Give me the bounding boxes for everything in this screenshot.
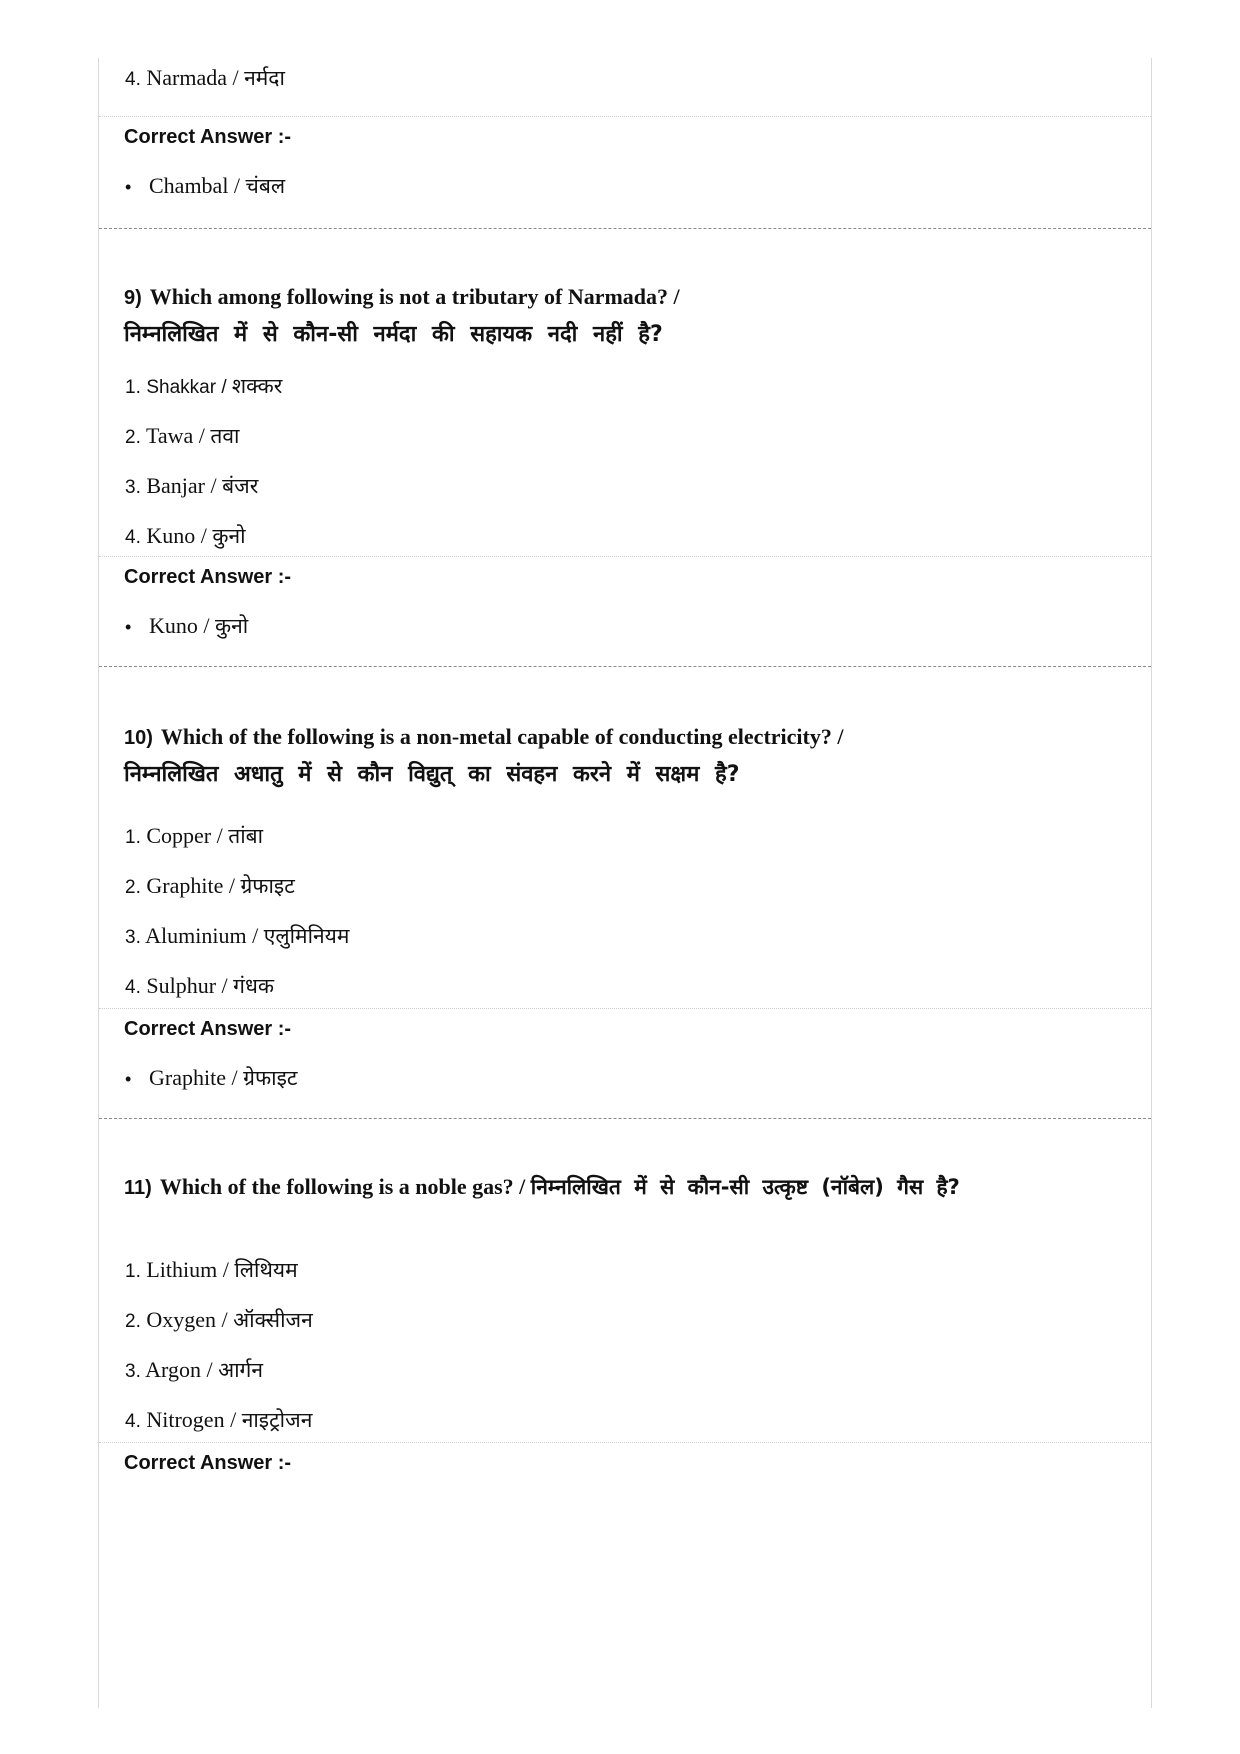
divider [99, 1008, 1151, 1009]
option-item: 3. Argon / आर्गन [125, 1357, 264, 1382]
option-item: 1. Copper / तांबा [125, 823, 264, 848]
correct-answer-label: Correct Answer :- [124, 1018, 292, 1040]
option-item: 3. Banjar / बंजर [125, 473, 259, 498]
question-separator [99, 228, 1151, 229]
bullet-icon: • [125, 617, 132, 637]
correct-answer-label: Correct Answer :- [124, 126, 292, 148]
option-item: 2. Graphite / ग्रेफाइट [125, 873, 295, 898]
bullet-icon: • [125, 177, 132, 197]
correct-answer: • Chambal / चंबल [125, 172, 285, 201]
correct-answer-label: Correct Answer :- [124, 566, 292, 588]
bullet-icon: • [125, 1069, 132, 1089]
question-panel [98, 58, 1152, 1708]
option-item: 2. Oxygen / ऑक्सीजन [125, 1307, 313, 1332]
correct-answer: • Graphite / ग्रेफाइट [125, 1064, 297, 1093]
question-text: 11) Which of the following is a noble gas? / निम्नलिखित में से कौन-सी उत्कृष्ट (नॉबेल) गैस है? [124, 1174, 960, 1199]
correct-answer: • Kuno / कुनो [125, 612, 248, 641]
correct-answer-label: Correct Answer :- [124, 1452, 292, 1474]
divider [99, 556, 1151, 557]
option-item: 4. Narmada / नर्मदा [125, 65, 285, 90]
option-item: 4. Nitrogen / नाइट्रोजन [125, 1407, 313, 1432]
option-item: 4. Kuno / कुनो [125, 523, 246, 548]
option-item: 3. Aluminium / एलुमिनियम [125, 923, 350, 948]
option-item: 2. Tawa / तवा [125, 423, 240, 448]
question-separator [99, 1118, 1151, 1119]
option-item: 4. Sulphur / गंधक [125, 973, 275, 998]
question-text-hindi: निम्नलिखित अधातु में से कौन विद्युत् का संवहन करने में सक्षम है? [124, 762, 740, 787]
divider [99, 1442, 1151, 1443]
option-item: 1. Lithium / लिथियम [125, 1257, 298, 1282]
question-text: 9) Which among following is not a tributary of Narmada? / [124, 284, 680, 309]
divider [99, 116, 1151, 117]
question-text: 10) Which of the following is a non-metal capable of conducting electricity? / [124, 724, 844, 749]
question-text-hindi: निम्नलिखित में से कौन-सी नर्मदा की सहायक नदी नहीं है? [124, 322, 663, 347]
option-item: 1. Shakkar / शक्कर [125, 374, 283, 398]
question-separator [99, 666, 1151, 667]
